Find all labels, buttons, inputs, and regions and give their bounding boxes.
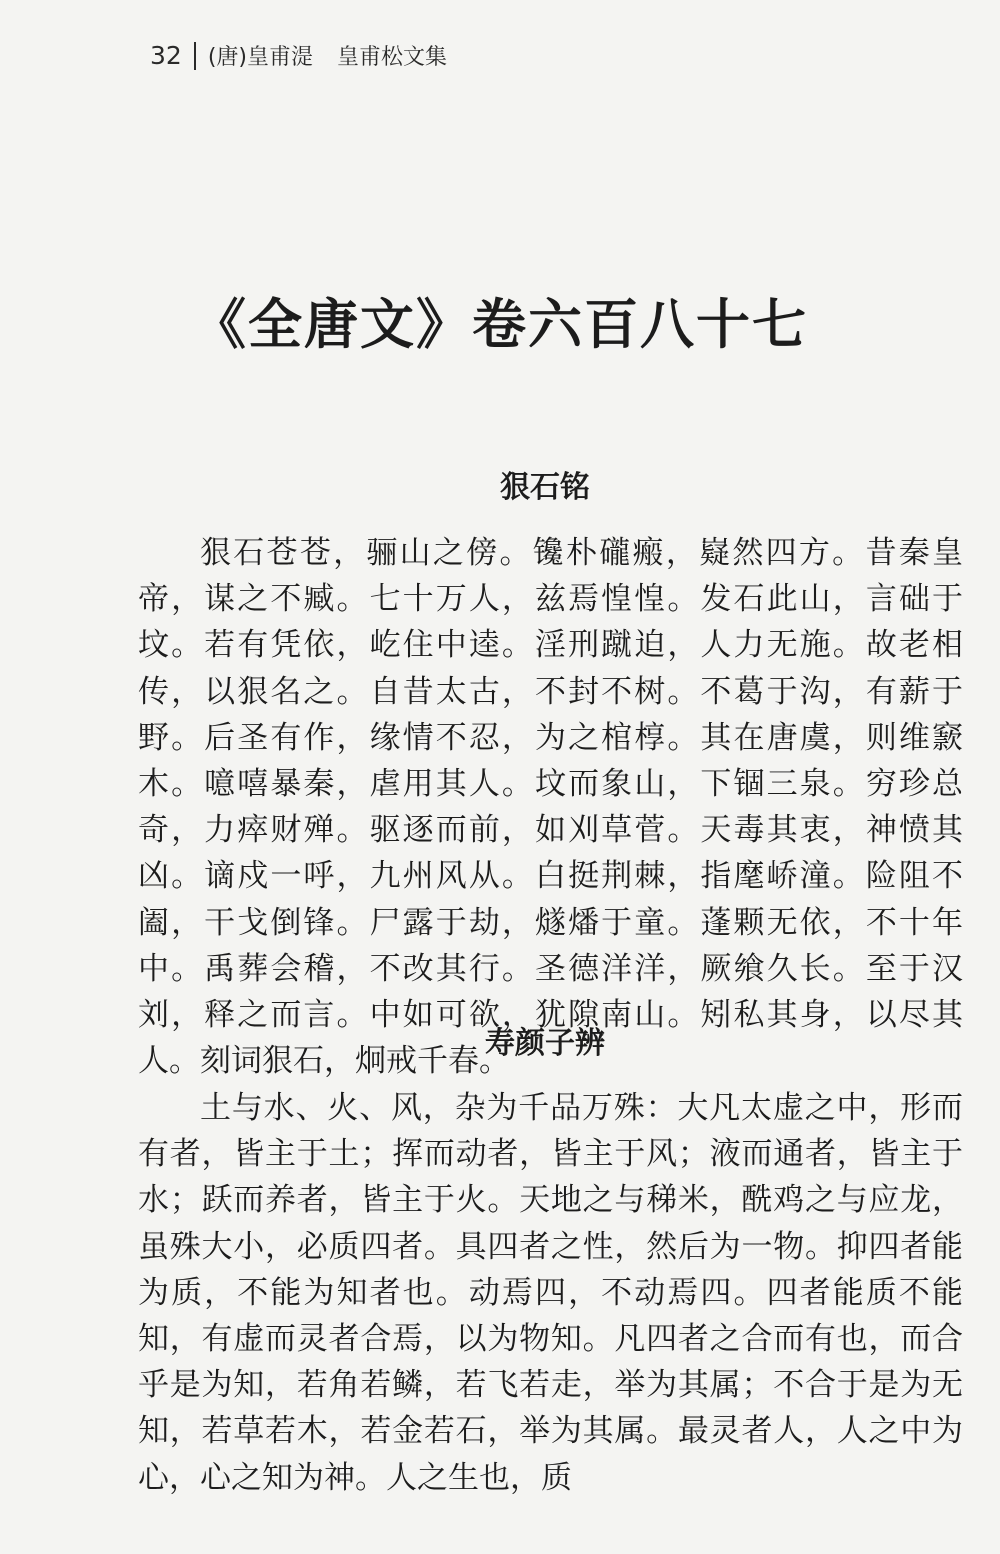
section-title-hen-shi-ming: 狠石铭 <box>500 470 590 505</box>
header-author: (唐)皇甫湜 <box>207 45 313 70</box>
volume-title: 《全唐文》卷六百八十七 <box>192 293 808 356</box>
section-title-shou-yanzi-bian: 寿颜子辨 <box>485 1026 605 1061</box>
running-header <box>150 40 447 71</box>
header-divider <box>194 42 196 70</box>
section-body-hen-shi-ming: 狠石苍苍，骊山之傍。镵朴礲瘢，嶷然四方。昔秦皇帝，谋之不臧。七十万人，兹焉惶惶。发石此山，言础于坟。若有凭依，屹住中逵。淫刑蹴迫，人力无施。故老相传，以狠名之。自昔太古，不封不树。不葛于沟，有薪于野。后圣有作，缘情不忍，为之棺椁。其在唐虞，则维窾木。噫嘻暴秦，虐用其人。坟而象山，下锢三泉。穷珍总奇，力瘁财殚。驱逐而前，如刈草菅。天毒其衷，神愤其凶。谪戍一呼，九州风从。白挺荆棘，指麾峤潼。险阻不阖，干戈倒锋。尸露于劫，燧燔于童。蓬颗无依，不十年中。禹葬会稽，不改其行。圣德洋洋，厥飨久长。至于汉刘，释之而言。中如可欲，犹隙南山。矧私其身，以尽其人。刻词狠石，炯戒千春。 <box>138 535 963 1080</box>
section-body-shou-yanzi-bian: 土与水、火、风，杂为千品万殊：大凡太虚之中，形而有者，皆主于土；挥而动者，皆主于风；液而通者，皆主于水；跃而养者，皆主于火。天地之与稊米，酰鸡之与应龙，虽殊大小，必质四者。具四者之性，然后为一物。抑四者能为质，不能为知者也。动焉四，不动焉四。四者能质不能知，有虚而灵者合焉，以为物知。凡四者之合而有也，而合乎是为知，若角若鳞，若飞若走，举为其属；不合于是为无知，若草若木，若金若石，举为其属。最灵者人，人之中为心，心之知为神。人之生也，质 <box>138 1090 963 1496</box>
header-book-title: 皇甫松文集 <box>336 45 447 70</box>
page-number: 32 <box>150 41 182 70</box>
